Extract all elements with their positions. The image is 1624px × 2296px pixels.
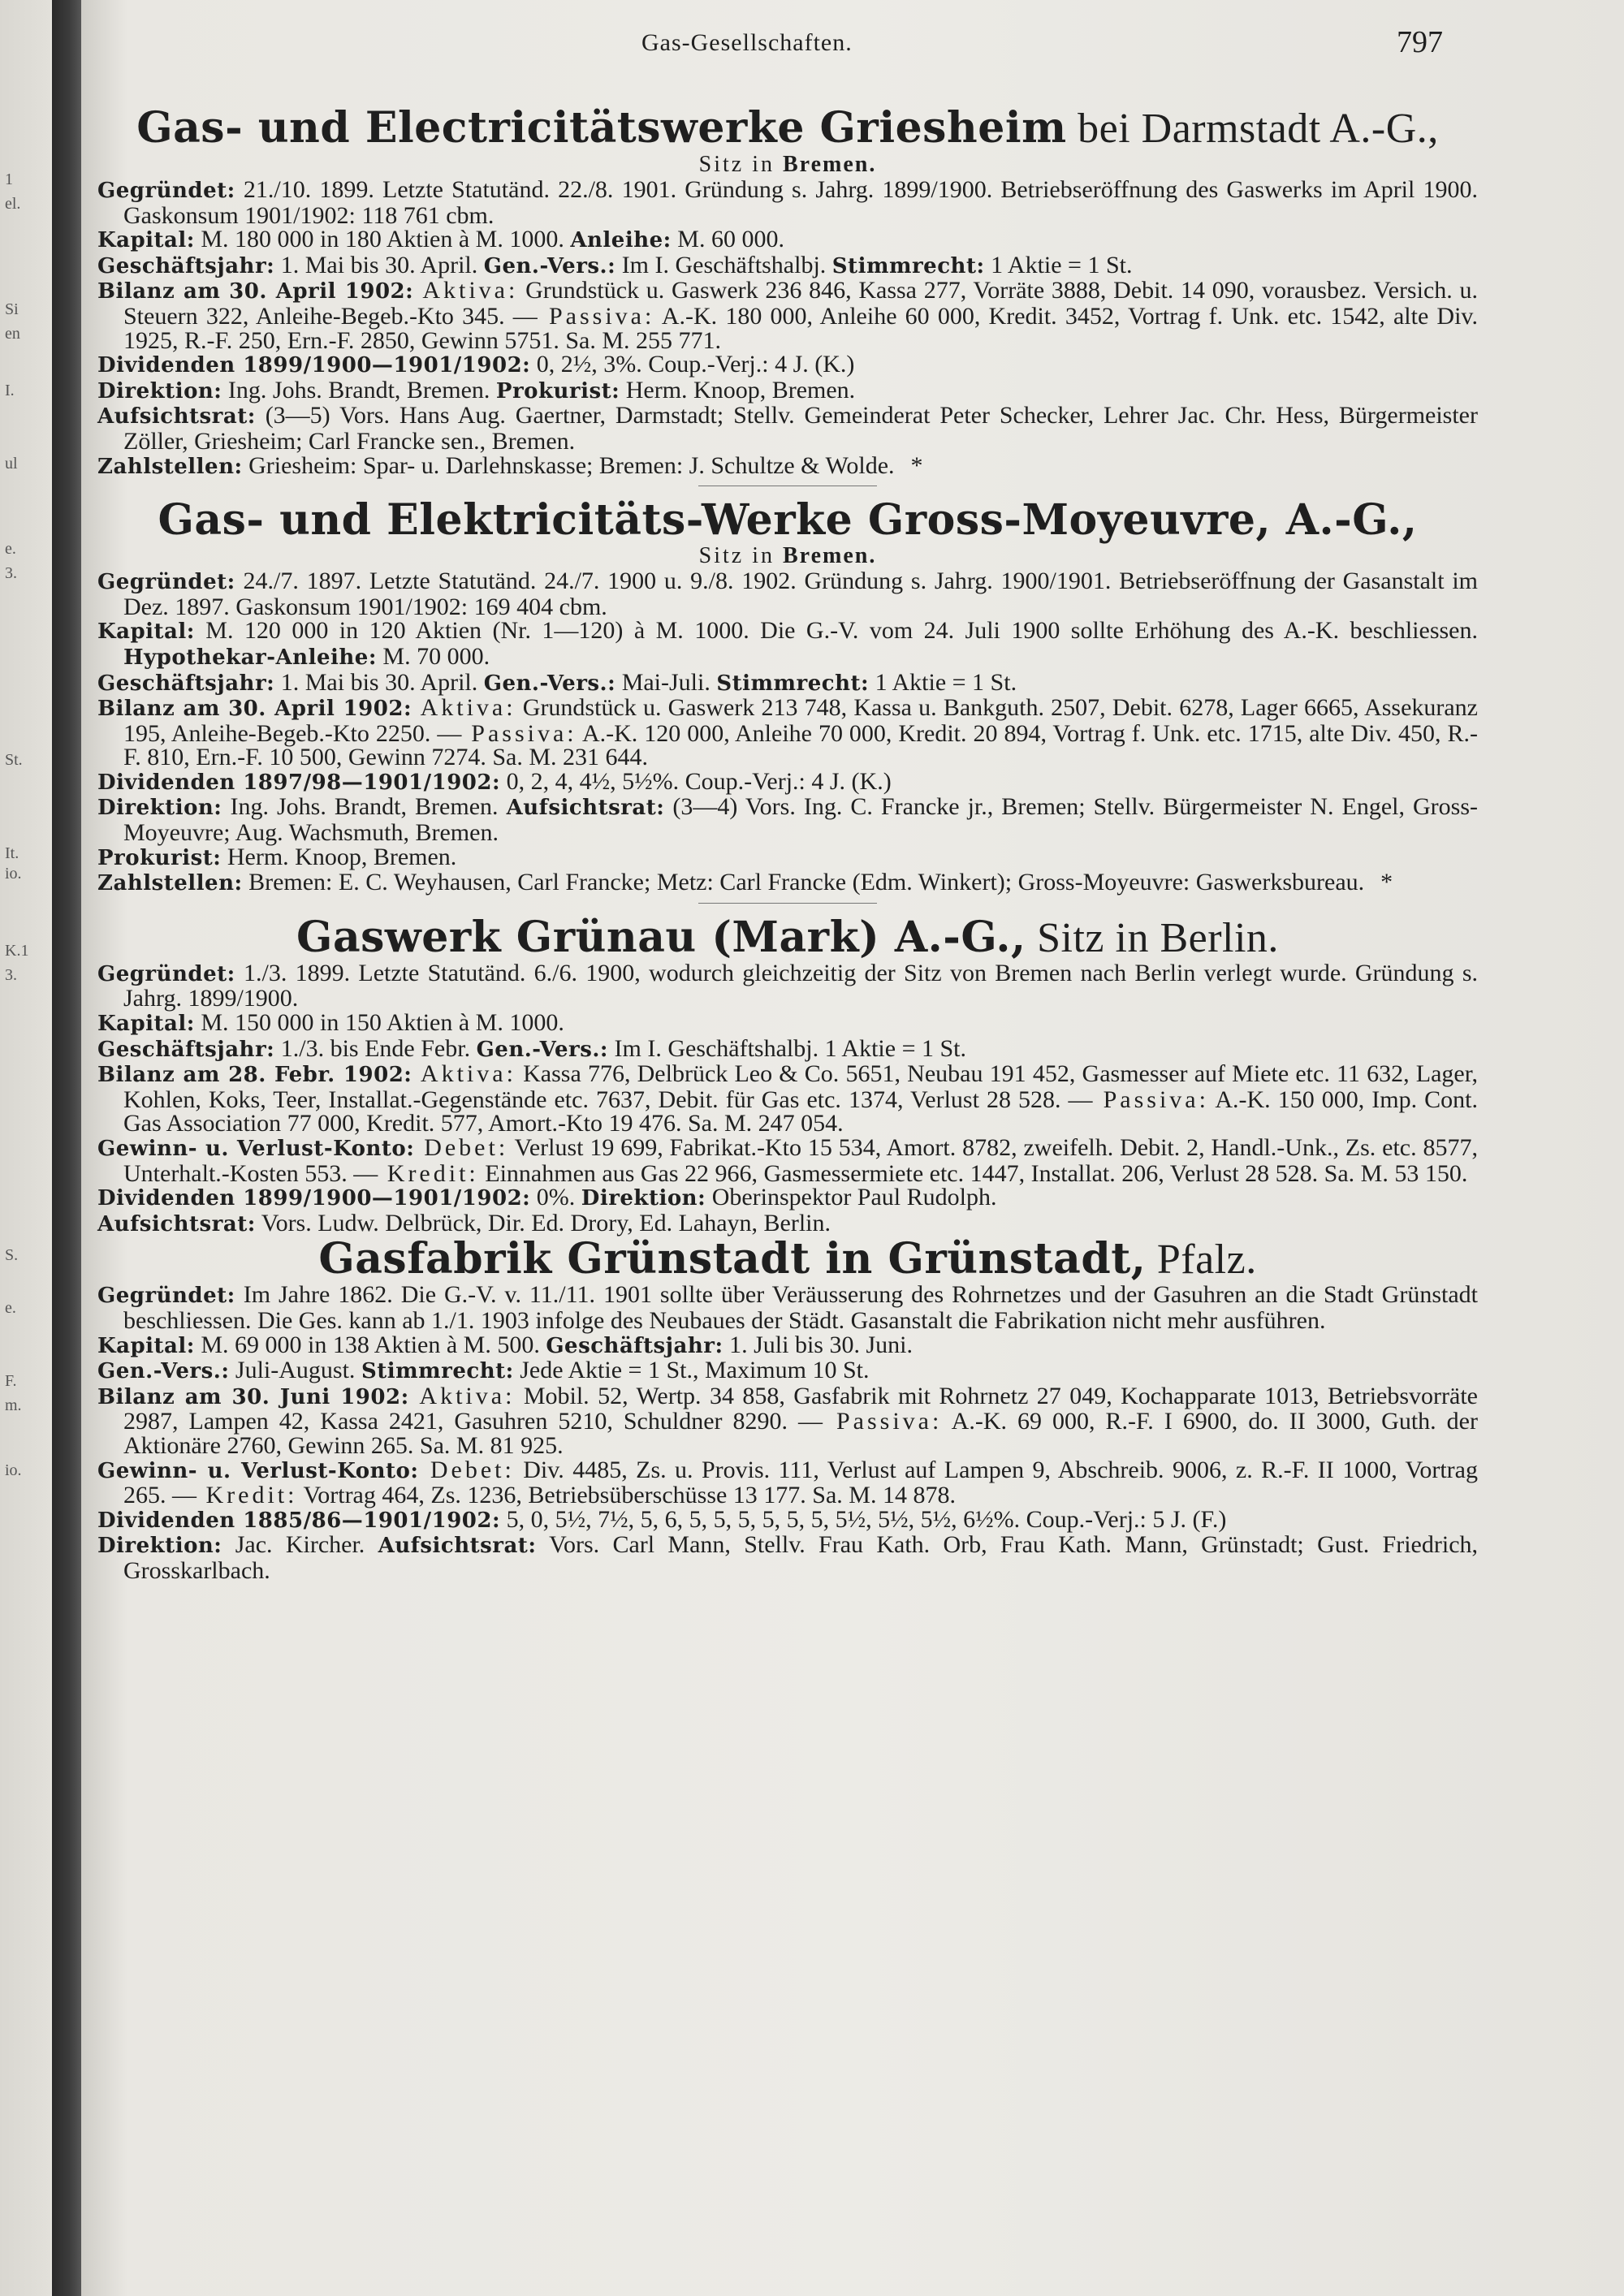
company-location: bei Darmstadt A.-G., bbox=[1066, 106, 1439, 152]
field-sublabel: Aktiva: bbox=[412, 1060, 516, 1088]
field-label: Bilanz am 30. April 1902: bbox=[97, 279, 414, 304]
company-entry bbox=[97, 912, 1479, 1237]
facing-page-fragment: e. bbox=[5, 1299, 16, 1317]
entry-paragraph bbox=[97, 845, 1478, 871]
field-text: Vortrag 464, Zs. 1236, Betriebsüberschüsse 13 177. Sa. M. 14 878. bbox=[297, 1482, 956, 1509]
entry-paragraph bbox=[97, 178, 1478, 227]
facing-page-fragment: It. bbox=[5, 844, 19, 862]
company-name: Gaswerk Grünau (Mark) A.-G., bbox=[296, 912, 1026, 962]
entry-paragraph bbox=[97, 1384, 1478, 1458]
field-text: Ing. Johs. Brandt, Bremen. bbox=[222, 376, 490, 404]
company-location: Pfalz. bbox=[1146, 1236, 1257, 1284]
field-label: Kapital: bbox=[97, 228, 195, 253]
company-entry bbox=[97, 1236, 1478, 1582]
field-text: M. 120 000 in 120 Aktien (Nr. 1—120) à M. 1000. Die G.-V. vom 24. Juli 1900 sollte Erhöhung des A.-K. beschliessen. bbox=[194, 617, 1478, 645]
entry-paragraph bbox=[97, 378, 1478, 404]
field-text: Oberinspektor Paul Rudolph. bbox=[706, 1184, 997, 1211]
field-label: Geschäftsjahr: bbox=[97, 1037, 275, 1062]
entry-paragraph bbox=[97, 1283, 1478, 1332]
facing-page-fragment: F. bbox=[5, 1372, 17, 1390]
field-text: Bremen: E. C. Weyhausen, Carl Francke; Metz: Carl Francke (Edm. Winkert); Gross-Moyeuvre: Gaswerksbureau. bbox=[242, 869, 1365, 896]
field-text: Herm. Knoop, Bremen. bbox=[221, 843, 457, 870]
field-label: Stimmrecht: bbox=[361, 1359, 514, 1384]
facing-page-fragment: io. bbox=[5, 865, 22, 883]
entry-paragraph bbox=[97, 619, 1478, 670]
company-title bbox=[97, 103, 1478, 153]
field-label: Aufsichtsrat: bbox=[506, 796, 665, 821]
book-gutter bbox=[52, 0, 81, 2296]
entry-paragraph bbox=[97, 1185, 1478, 1211]
field-text: Griesheim: Spar- u. Darlehnskasse; Bremen: J. Schultze & Wolde. bbox=[242, 451, 895, 479]
field-sublabel: Aktiva: bbox=[412, 694, 516, 722]
field-text: 1 Aktie = 1 St. bbox=[869, 668, 1017, 696]
entry-paragraph bbox=[97, 1505, 1478, 1534]
field-text: M. 70 000. bbox=[376, 642, 490, 670]
field-text: Vors. Ludw. Delbrück, Dir. Ed. Drory, Ed. Lahayn, Berlin. bbox=[255, 1209, 831, 1236]
company-entry bbox=[97, 495, 1479, 896]
field-label: Gegründet: bbox=[97, 570, 235, 595]
facing-page-fragment: io. bbox=[5, 1461, 22, 1479]
facing-page-fragment: 3. bbox=[5, 564, 17, 582]
facing-page-fragment: en bbox=[5, 325, 20, 343]
company-name: Gas- und Elektricitäts-Werke Gross-Moyeuvre, A.-G., bbox=[158, 495, 1418, 546]
company-seat bbox=[97, 152, 1478, 178]
entry-paragraph bbox=[97, 278, 1478, 352]
field-label: Gen.-Vers.: bbox=[483, 671, 616, 696]
field-sublabel: Debet: bbox=[418, 1456, 515, 1483]
field-text: 1 Aktie = 1 St. bbox=[984, 251, 1133, 278]
field-label: Direktion: bbox=[581, 1186, 706, 1211]
field-label: Direktion: bbox=[97, 796, 222, 821]
field-label: Dividenden 1885/86—1901/1902: bbox=[97, 1508, 501, 1533]
field-text: 0%. bbox=[530, 1184, 576, 1211]
field-label: Dividenden 1899/1900—1901/1902: bbox=[97, 353, 531, 378]
field-label: Geschäftsjahr: bbox=[546, 1333, 723, 1358]
field-text: 24./7. 1897. Letzte Statutänd. 24./7. 1900 u. 9./8. 1902. Gründung s. Jahrg. 1900/1901. Betriebseröffnung der Gasanstalt im Dez. 1897. Gaskonsum 1901/1902: 169 404 cbm. bbox=[123, 568, 1478, 620]
entry-paragraph bbox=[97, 1358, 1478, 1384]
seat-prefix: Sitz in bbox=[698, 152, 783, 177]
running-head: Gas-Gesellschaften. bbox=[641, 29, 853, 56]
field-text: Ing. Johs. Brandt, Bremen. bbox=[222, 793, 499, 821]
entry-paragraph bbox=[97, 1211, 1478, 1237]
field-label: Aufsichtsrat: bbox=[378, 1534, 537, 1559]
field-text: (3—5) Vors. Hans Aug. Gaertner, Darmstadt; Stellv. Gemeinderat Peter Schecker, Lehrer Jac. Chr. Hess, Bürgermeister Zöller, Griesheim; Carl Francke sen., Bremen. bbox=[123, 402, 1478, 455]
field-text: 0, 2½, 3%. Coup.-Verj.: 4 J. (K.) bbox=[530, 351, 855, 378]
entry-paragraph bbox=[97, 1533, 1478, 1582]
seat-city: Bremen. bbox=[782, 152, 877, 177]
facing-page-fragment: el. bbox=[5, 195, 21, 213]
field-label: Gegründet: bbox=[97, 179, 235, 203]
entry-paragraph bbox=[97, 767, 1478, 796]
field-text: Herm. Knoop, Bremen. bbox=[620, 376, 856, 404]
entry-paragraph bbox=[97, 696, 1478, 770]
field-text: Im Jahre 1862. Die G.-V. v. 11./11. 1901 sollte über Veräusserung des Rohrnetzes und der Gasuhren an die Stadt Grünstadt beschliessen. Die Ges. kann ab 1./1. 1903 infolge des Neubaues der Städt. Gasanstalt die Fabrikation nicht mehr ausführen. bbox=[123, 1281, 1478, 1334]
facing-page-fragment: S. bbox=[5, 1246, 19, 1264]
field-text: Div. 4485, Zs. u. Provis. 111, Verlust auf Lampen 9, Abschreib. 9006, z. R.-F. II 1000, Vortrag 265. — bbox=[123, 1456, 1478, 1509]
field-text: Vors. Carl Mann, Stellv. Frau Kath. Orb, Frau Kath. Mann, Grünstadt; Gust. Friedrich, Grosskarlbach. bbox=[123, 1531, 1479, 1584]
field-text: Einnahmen aus Gas 22 966, Gasmessermiete etc. 1447, Installat. 206, Verlust 28 528. Sa. M. 53 150. bbox=[478, 1159, 1468, 1187]
entry-paragraph bbox=[97, 451, 1478, 480]
entry-paragraph bbox=[97, 1062, 1478, 1136]
field-label: Gewinn- u. Verlust-Konto: bbox=[97, 1458, 419, 1483]
separator-rule bbox=[698, 903, 877, 904]
field-text: Mobil. 52, Wertp. 34 858, Gasfabrik mit Rohrnetz 27 049, Kochapparate 1013, Betriebsvorräte 2987, Lampen 42, Kassa 2421, Gasuhren 5210, Schuldner 8290. — bbox=[123, 1382, 1478, 1435]
field-sublabel: Aktiva: bbox=[408, 1382, 516, 1409]
field-label: Zahlstellen: bbox=[97, 871, 243, 896]
field-text: Im I. Geschäftshalbj. bbox=[615, 251, 827, 278]
field-label: Bilanz am 28. Febr. 1902: bbox=[97, 1063, 412, 1088]
field-text: A.-K. 69 000, R.-F. I 6900, do. II 3000, Guth. der Aktionäre 2760, Gewinn 265. Sa. M. 81 925. bbox=[123, 1408, 1478, 1459]
field-sublabel: Kredit: bbox=[378, 1159, 479, 1187]
text-column bbox=[97, 103, 1479, 1584]
field-label: Gen.-Vers.: bbox=[476, 1037, 608, 1062]
facing-page-fragment: St. bbox=[5, 751, 23, 769]
field-sublabel: Passiva: bbox=[822, 1408, 943, 1435]
field-sublabel: Debet: bbox=[414, 1134, 509, 1161]
field-text: 5, 0, 5½, 7½, 5, 6, 5, 5, 5, 5, 5, 5, 5½, 5½, 5½, 6½%. Coup.-Verj.: 5 J. (F.) bbox=[500, 1505, 1227, 1533]
company-name: Gas- und Electricitätswerke Griesheim bbox=[136, 103, 1067, 153]
field-label: Zahlstellen: bbox=[97, 454, 243, 479]
facing-page-fragment: e. bbox=[5, 540, 16, 558]
field-text: 0, 2, 4, 4½, 5½%. Coup.-Verj.: 4 J. (K.) bbox=[500, 767, 892, 795]
field-text: Grundstück u. Gaswerk 213 748, Kassa u. Bankguth. 2507, Debit. 6278, Lager 6665, Assekuranz 195, Anleihe-Begeb.-Kto 2250. — bbox=[123, 694, 1479, 747]
entry-paragraph bbox=[97, 961, 1478, 1011]
field-text: Im I. Geschäftshalbj. 1 Aktie = 1 St. bbox=[608, 1034, 967, 1062]
field-label: Direktion: bbox=[97, 378, 222, 404]
field-label: Stimmrecht: bbox=[831, 253, 985, 278]
field-text: 1./3. bis Ende Febr. bbox=[274, 1034, 471, 1062]
facing-page-fragment: Si bbox=[5, 300, 19, 318]
field-label: Aufsichtsrat: bbox=[97, 1211, 256, 1236]
field-text: Grundstück u. Gaswerk 236 846, Kassa 277, Vorräte 3888, Debit. 14 090, vorausbez. Versich. u. Steuern 322, Anleihe-Begeb.-Kto 345. — bbox=[123, 277, 1478, 330]
entry-paragraph bbox=[97, 1011, 1478, 1037]
field-text: M. 69 000 in 138 Aktien à M. 500. bbox=[194, 1331, 540, 1358]
field-sublabel: Passiva: bbox=[537, 302, 655, 330]
field-label: Stimmrecht: bbox=[716, 671, 870, 696]
field-text: Jede Aktie = 1 St., Maximum 10 St. bbox=[513, 1357, 870, 1384]
field-label: Kapital: bbox=[97, 1333, 195, 1358]
field-text: A.-K. 150 000, Imp. Cont. Gas Association 77 000, Kredit. 577, Amort.-Kto 19 476. Sa. M. 247 054. bbox=[123, 1085, 1478, 1137]
field-text: A.-K. 120 000, Anleihe 70 000, Kredit. 20 894, Vortrag f. Unk. etc. 1715, alte Div. 450, R.-F. 810, Ern.-F. 10 500, Gewinn 7274. Sa. M. 231 644. bbox=[123, 719, 1478, 771]
entry-paragraph bbox=[97, 253, 1478, 279]
facing-page-edge bbox=[0, 0, 50, 2296]
field-label: Dividenden 1899/1900—1901/1902: bbox=[97, 1186, 531, 1211]
entry-paragraph bbox=[97, 1458, 1478, 1508]
field-sublabel: Passiva: bbox=[1092, 1085, 1209, 1113]
facing-page-fragment: ul bbox=[5, 455, 18, 473]
field-label: Bilanz am 30. April 1902: bbox=[97, 697, 412, 722]
field-label: Aufsichtsrat: bbox=[97, 404, 256, 429]
entry-paragraph bbox=[97, 870, 1478, 896]
field-label: Dividenden 1897/98—1901/1902: bbox=[97, 770, 501, 795]
field-label: Gewinn- u. Verlust-Konto: bbox=[97, 1137, 415, 1161]
company-title bbox=[97, 1236, 1478, 1283]
asterisk-mark: * bbox=[910, 451, 923, 479]
entry-paragraph bbox=[97, 404, 1478, 453]
field-label: Prokurist: bbox=[495, 378, 620, 404]
company-entry bbox=[97, 103, 1478, 479]
field-text: Verlust 19 699, Fabrikat.-Kto 15 534, Amort. 8782, zweifelh. Debit. 2, Handl.-Unk., Zs. etc. 8577, Unterhalt.-Kosten 553. — bbox=[123, 1134, 1478, 1187]
field-text: 1./3. 1899. Letzte Statutänd. 6./6. 1900, wodurch gleichzeitig der Sitz von Bremen nach Berlin verlegt wurde. Gründung s. Jahrg. 1899/1900. bbox=[123, 959, 1478, 1012]
company-title bbox=[97, 495, 1478, 546]
field-label: Gegründet: bbox=[97, 961, 235, 986]
field-text: M. 150 000 in 150 Aktien à M. 1000. bbox=[194, 1009, 564, 1037]
entry-paragraph bbox=[97, 1136, 1478, 1185]
field-text: Mai-Juli. bbox=[615, 668, 710, 696]
page-number: 797 bbox=[1397, 25, 1443, 59]
asterisk-mark: * bbox=[1380, 869, 1393, 896]
field-label: Gegründet: bbox=[97, 1284, 235, 1309]
entry-paragraph bbox=[97, 1034, 1478, 1063]
field-text: Juli-August. bbox=[229, 1357, 356, 1384]
field-label: Prokurist: bbox=[97, 845, 222, 870]
field-label: Direktion: bbox=[97, 1534, 222, 1559]
company-name: Gasfabrik Grünstadt in Grünstadt, bbox=[318, 1234, 1147, 1284]
field-label: Geschäftsjahr: bbox=[97, 253, 275, 278]
entry-paragraph bbox=[97, 569, 1478, 619]
entry-paragraph bbox=[97, 1333, 1478, 1359]
field-sublabel: Kredit: bbox=[197, 1482, 298, 1509]
field-text: M. 60 000. bbox=[671, 226, 784, 253]
facing-page-fragment: 1 bbox=[5, 170, 13, 188]
field-label: Gen.-Vers.: bbox=[483, 253, 616, 278]
facing-page-fragment: m. bbox=[5, 1396, 22, 1414]
field-text: 21./10. 1899. Letzte Statutänd. 22./8. 1901. Gründung s. Jahrg. 1899/1900. Betriebseröffnung des Gaswerks im April 1900. Gaskonsum 1901/1902: 118 761 cbm. bbox=[123, 176, 1478, 229]
field-text: 1. Mai bis 30. April. bbox=[274, 251, 478, 278]
field-text: Kassa 776, Delbrück Leo & Co. 5651, Neubau 191 452, Gasmesser auf Miete etc. 11 632, Lager, Kohlen, Koks, Teer, Installat.-Gegenstände etc. 7637, Debit. für Gas etc. 1374, Verlust 28 528. — bbox=[123, 1060, 1479, 1113]
field-text: Jac. Kircher. bbox=[222, 1531, 365, 1559]
field-text: A.-K. 180 000, Anleihe 60 000, Kredit. 3452, Vortrag f. Unk. etc. 1542, alte Div. 1925, R.-F. 250, Ern.-F. 2850, Gewinn 5751. Sa. M. 255 771. bbox=[123, 302, 1478, 354]
field-label: Kapital: bbox=[97, 619, 195, 645]
field-label: Hypothekar-Anleihe: bbox=[123, 645, 377, 670]
seat-city: Bremen. bbox=[782, 543, 877, 569]
facing-page-fragment: K.1 bbox=[5, 942, 29, 960]
field-text: (3—4) Vors. Ing. C. Francke jr., Bremen; Stellv. Bürgermeister N. Engel, Gross-Moyeuvre; Aug. Wachsmuth, Bremen. bbox=[123, 793, 1479, 847]
book-page bbox=[81, 0, 1624, 2296]
company-seat bbox=[97, 543, 1478, 569]
field-text: M. 180 000 in 180 Aktien à M. 1000. bbox=[194, 226, 564, 253]
entry-paragraph bbox=[97, 668, 1478, 697]
field-label: Kapital: bbox=[97, 1012, 195, 1037]
field-label: Geschäftsjahr: bbox=[97, 671, 275, 696]
entry-paragraph bbox=[97, 227, 1478, 253]
company-title bbox=[97, 912, 1478, 962]
field-sublabel: Passiva: bbox=[461, 719, 577, 747]
facing-page-fragment: 3. bbox=[5, 966, 17, 984]
field-text: 1. Juli bis 30. Juni. bbox=[723, 1331, 913, 1358]
field-label: Bilanz am 30. Juni 1902: bbox=[97, 1384, 409, 1409]
seat-prefix: Sitz in bbox=[698, 543, 783, 569]
field-text: 1. Mai bis 30. April. bbox=[274, 668, 478, 696]
field-label: Anleihe: bbox=[570, 228, 672, 253]
company-location: Sitz in Berlin. bbox=[1026, 914, 1279, 961]
facing-page-fragment: I. bbox=[5, 382, 15, 399]
entry-paragraph bbox=[97, 793, 1479, 847]
entry-paragraph bbox=[97, 352, 1478, 378]
field-sublabel: Aktiva: bbox=[413, 277, 519, 304]
field-label: Gen.-Vers.: bbox=[97, 1359, 230, 1384]
